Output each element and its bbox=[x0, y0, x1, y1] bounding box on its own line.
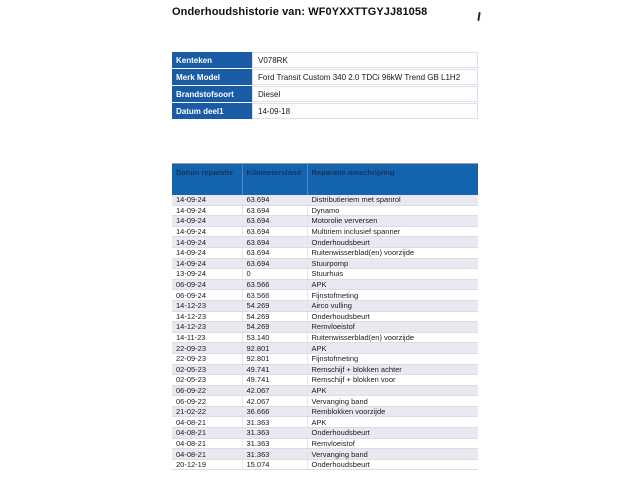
repair-date-cell: 14-09-24 bbox=[172, 195, 242, 206]
repair-description-cell: Onderhoudsbeurt bbox=[307, 459, 478, 470]
repair-date-cell: 04-08-21 bbox=[172, 438, 242, 449]
maintenance-row bbox=[172, 205, 478, 216]
repair-description-cell: APK bbox=[307, 417, 478, 428]
repair-description-cell: Dynamo bbox=[307, 205, 478, 216]
repair-date-cell: 14-09-24 bbox=[172, 247, 242, 258]
maintenance-row bbox=[172, 226, 478, 237]
repair-description-cell: Remschijf + blokken achter bbox=[307, 364, 478, 375]
maintenance-row bbox=[172, 290, 478, 301]
maintenance-table-body bbox=[172, 195, 478, 470]
vehicle-info-label: Datum deel1 bbox=[172, 103, 252, 119]
repair-date-cell: 04-08-21 bbox=[172, 449, 242, 460]
odometer-cell: 49.741 bbox=[242, 375, 307, 386]
page-title: Onderhoudshistorie van: WF0YXXTTGYJJ81058 bbox=[172, 6, 428, 18]
maintenance-row bbox=[172, 364, 478, 375]
repair-description-cell: Remvloeistof bbox=[307, 322, 478, 333]
odometer-cell: 42.067 bbox=[242, 396, 307, 407]
odometer-cell: 63.566 bbox=[242, 290, 307, 301]
maintenance-row bbox=[172, 195, 478, 206]
maintenance-row bbox=[172, 279, 478, 290]
maintenance-row bbox=[172, 311, 478, 322]
repair-description-cell: Stuurhuis bbox=[307, 269, 478, 280]
repair-description-cell: Onderhoudsbeurt bbox=[307, 311, 478, 322]
odometer-cell: 54.269 bbox=[242, 311, 307, 322]
odometer-cell: 15.074 bbox=[242, 459, 307, 470]
vehicle-info-label: Brandstofsoort bbox=[172, 86, 252, 102]
repair-description-cell: Vervanging band bbox=[307, 396, 478, 407]
repair-description-cell: Stuurpomp bbox=[307, 258, 478, 269]
odometer-cell: 92.801 bbox=[242, 353, 307, 364]
odometer-cell: 42.067 bbox=[242, 385, 307, 396]
repair-description-cell: Motorolie verversen bbox=[307, 216, 478, 227]
repair-date-cell: 14-12-23 bbox=[172, 300, 242, 311]
odometer-cell: 63.694 bbox=[242, 195, 307, 206]
maintenance-row bbox=[172, 332, 478, 343]
column-header-kilometerstand: Kilometerstand bbox=[242, 164, 307, 195]
repair-date-cell: 20-12-19 bbox=[172, 459, 242, 470]
repair-description-cell: Onderhoudsbeurt bbox=[307, 428, 478, 439]
maintenance-row bbox=[172, 428, 478, 439]
vehicle-info-label: Merk Model bbox=[172, 69, 252, 85]
repair-date-cell: 06-09-24 bbox=[172, 290, 242, 301]
maintenance-header-row bbox=[172, 164, 478, 195]
maintenance-row bbox=[172, 216, 478, 227]
repair-description-cell: Remblokken voorzijde bbox=[307, 406, 478, 417]
repair-date-cell: 14-11-23 bbox=[172, 332, 242, 343]
repair-description-cell: Ruitenwisserblad(en) voorzijde bbox=[307, 247, 478, 258]
maintenance-row bbox=[172, 438, 478, 449]
maintenance-row bbox=[172, 375, 478, 386]
repair-date-cell: 04-08-21 bbox=[172, 417, 242, 428]
maintenance-row bbox=[172, 385, 478, 396]
odometer-cell: 31.363 bbox=[242, 428, 307, 439]
maintenance-row bbox=[172, 322, 478, 333]
repair-description-cell: Onderhoudsbeurt bbox=[307, 237, 478, 248]
odometer-cell: 63.566 bbox=[242, 279, 307, 290]
repair-date-cell: 22-09-23 bbox=[172, 353, 242, 364]
vehicle-info-body bbox=[172, 52, 478, 119]
repair-description-cell: APK bbox=[307, 343, 478, 354]
maintenance-row bbox=[172, 258, 478, 269]
repair-date-cell: 14-09-24 bbox=[172, 258, 242, 269]
vehicle-info-row bbox=[172, 69, 478, 85]
odometer-cell: 63.694 bbox=[242, 258, 307, 269]
odometer-cell: 31.363 bbox=[242, 438, 307, 449]
odometer-cell: 63.694 bbox=[242, 247, 307, 258]
repair-description-cell: Airco vulling bbox=[307, 300, 478, 311]
repair-description-cell: Fijnstofmeting bbox=[307, 290, 478, 301]
repair-date-cell: 14-12-23 bbox=[172, 311, 242, 322]
maintenance-row bbox=[172, 269, 478, 280]
repair-date-cell: 06-09-22 bbox=[172, 396, 242, 407]
repair-date-cell: 14-09-24 bbox=[172, 205, 242, 216]
maintenance-table bbox=[172, 163, 478, 470]
vehicle-info-value: Diesel bbox=[252, 86, 478, 102]
odometer-cell: 63.694 bbox=[242, 205, 307, 216]
repair-date-cell: 06-09-24 bbox=[172, 279, 242, 290]
repair-date-cell: 04-08-21 bbox=[172, 428, 242, 439]
repair-date-cell: 14-09-24 bbox=[172, 216, 242, 227]
maintenance-row bbox=[172, 459, 478, 470]
odometer-cell: 63.694 bbox=[242, 237, 307, 248]
vehicle-info-value: Ford Transit Custom 340 2.0 TDCi 96kW Trend GB L1H2 bbox=[252, 69, 478, 85]
maintenance-row bbox=[172, 417, 478, 428]
maintenance-row bbox=[172, 406, 478, 417]
repair-description-cell: Distributieriem met spanrol bbox=[307, 195, 478, 206]
repair-date-cell: 13-09-24 bbox=[172, 269, 242, 280]
logo-fragment-mark bbox=[477, 12, 480, 21]
repair-date-cell: 02-05-23 bbox=[172, 375, 242, 386]
repair-date-cell: 02-05-23 bbox=[172, 364, 242, 375]
repair-date-cell: 21-02-22 bbox=[172, 406, 242, 417]
repair-description-cell: Remschijf + blokken voor bbox=[307, 375, 478, 386]
vehicle-info-row bbox=[172, 86, 478, 102]
maintenance-row bbox=[172, 396, 478, 407]
odometer-cell: 63.694 bbox=[242, 226, 307, 237]
repair-date-cell: 14-09-24 bbox=[172, 226, 242, 237]
vehicle-info-value: 14-09-18 bbox=[252, 103, 478, 119]
vehicle-info-label: Kenteken bbox=[172, 52, 252, 68]
maintenance-row bbox=[172, 237, 478, 248]
repair-date-cell: 22-09-23 bbox=[172, 343, 242, 354]
odometer-cell: 31.363 bbox=[242, 417, 307, 428]
odometer-cell: 31.363 bbox=[242, 449, 307, 460]
repair-description-cell: Fijnstofmeting bbox=[307, 353, 478, 364]
odometer-cell: 54.269 bbox=[242, 322, 307, 333]
repair-description-cell: Multiriem inclusief spanner bbox=[307, 226, 478, 237]
maintenance-row bbox=[172, 353, 478, 364]
odometer-cell: 53.140 bbox=[242, 332, 307, 343]
repair-description-cell: APK bbox=[307, 385, 478, 396]
odometer-cell: 49.741 bbox=[242, 364, 307, 375]
repair-date-cell: 14-09-24 bbox=[172, 237, 242, 248]
repair-description-cell: Vervanging band bbox=[307, 449, 478, 460]
odometer-cell: 54.269 bbox=[242, 300, 307, 311]
repair-date-cell: 14-12-23 bbox=[172, 322, 242, 333]
repair-description-cell: APK bbox=[307, 279, 478, 290]
odometer-cell: 92.801 bbox=[242, 343, 307, 354]
column-header-datum-reparatie: Datum reparatie bbox=[172, 164, 242, 195]
column-header-reparatie-omschrijving: Reparatie omschrijving bbox=[307, 164, 478, 195]
odometer-cell: 63.694 bbox=[242, 216, 307, 227]
maintenance-row bbox=[172, 247, 478, 258]
odometer-cell: 36.666 bbox=[242, 406, 307, 417]
vehicle-info-table bbox=[172, 51, 478, 120]
maintenance-row bbox=[172, 449, 478, 460]
maintenance-row bbox=[172, 300, 478, 311]
odometer-cell: 0 bbox=[242, 269, 307, 280]
repair-description-cell: Remvloeistof bbox=[307, 438, 478, 449]
repair-date-cell: 06-09-22 bbox=[172, 385, 242, 396]
vehicle-info-row bbox=[172, 103, 478, 119]
repair-description-cell: Ruitenwisserblad(en) voorzijde bbox=[307, 332, 478, 343]
vehicle-info-value: V078RK bbox=[252, 52, 478, 68]
vehicle-info-row bbox=[172, 52, 478, 68]
maintenance-row bbox=[172, 343, 478, 354]
